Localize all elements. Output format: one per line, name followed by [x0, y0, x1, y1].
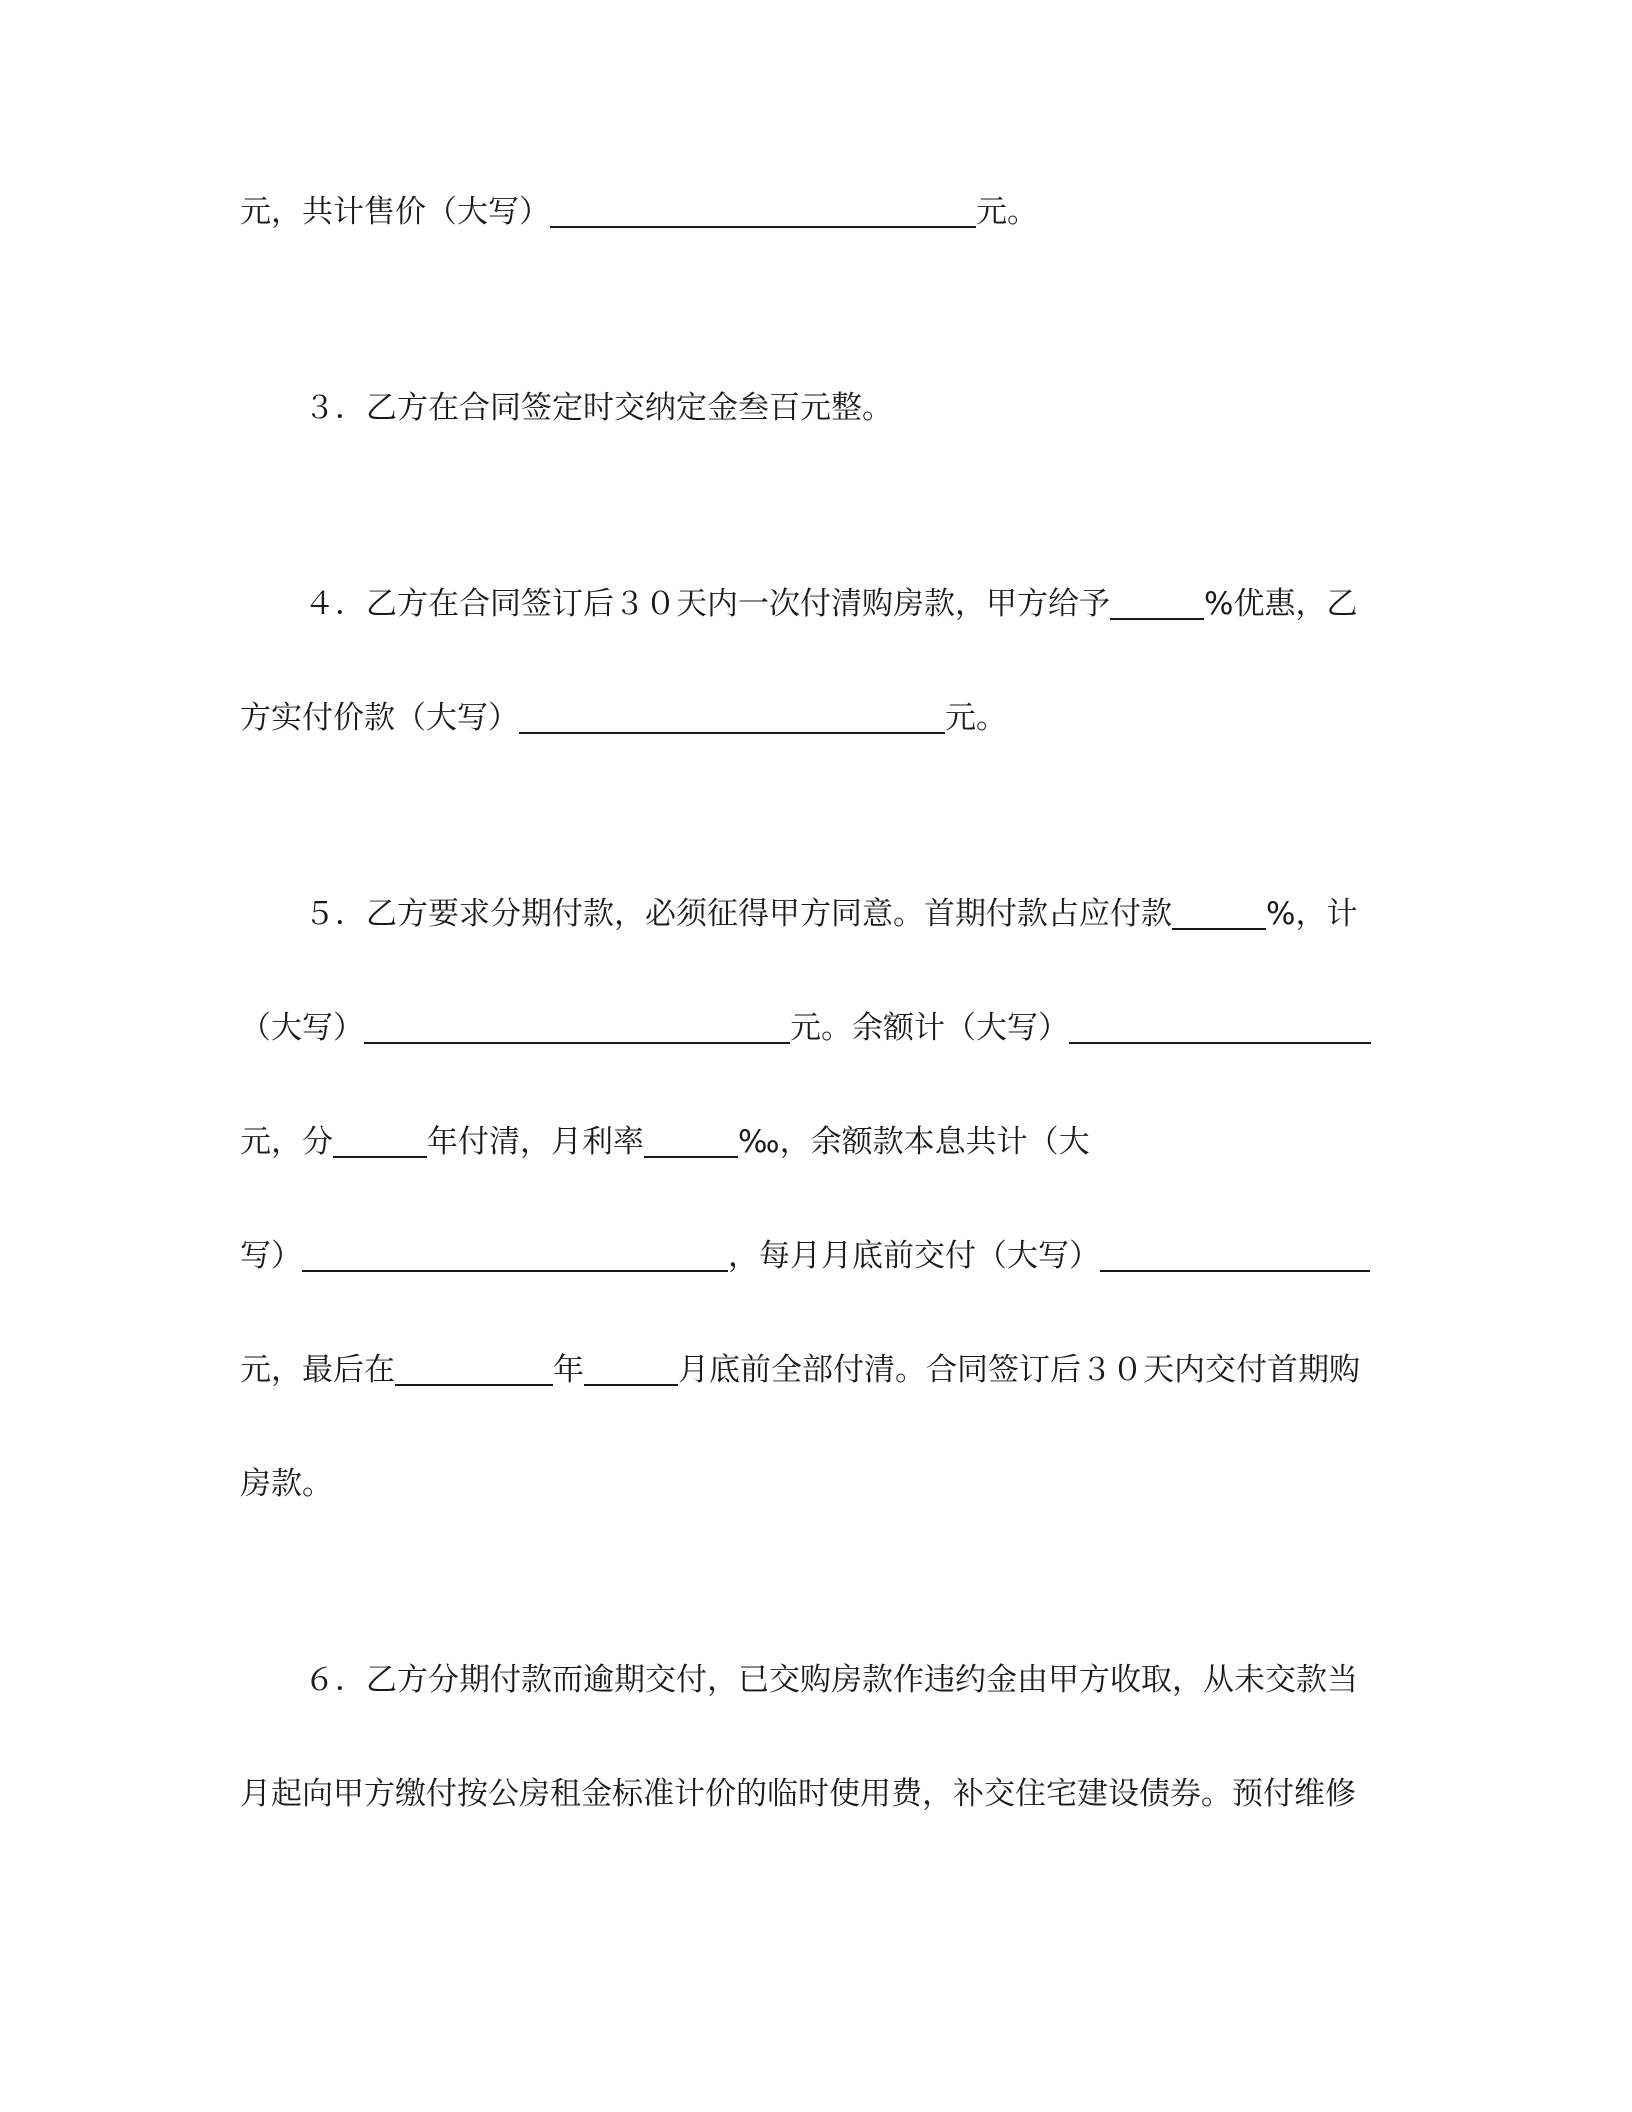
actual-payment-blank[interactable] — [519, 696, 945, 734]
balance-amount-blank[interactable] — [1069, 1006, 1371, 1044]
total-principal-interest-blank[interactable] — [302, 1234, 728, 1272]
years-blank[interactable] — [333, 1120, 427, 1158]
clause-4-line-1: ４．乙方在合同签订后３０天内一次付清购房款，甲方给予 %优惠，乙 — [240, 574, 1357, 634]
clause-6-line-1: ６．乙方分期付款而逾期交付，已交购房款作违约金由甲方收取，从未交款当 — [304, 1662, 1358, 1698]
clause-5-line-6: 房款。 — [240, 1466, 333, 1502]
down-payment-percent-blank[interactable] — [1172, 892, 1266, 930]
clause-5-line-5: 元，最后在 年 月底前全部付清。合同签订后３０天内交付首期购 — [240, 1340, 1360, 1400]
monthly-rate-blank[interactable] — [644, 1120, 738, 1158]
monthly-payment-blank[interactable] — [1100, 1234, 1370, 1272]
down-payment-amount-blank[interactable] — [364, 1006, 790, 1044]
final-month-blank[interactable] — [584, 1348, 678, 1386]
clause-5-line-1: ５．乙方要求分期付款，必须征得甲方同意。首期付款占应付款 %，计 — [240, 884, 1357, 944]
clause-4-line-2: 方实付价款（大写） 元。 — [240, 688, 1007, 748]
clause-2-continuation: 元，共计售价（大写） 元。 — [240, 182, 1038, 242]
clause-5-line-4: 写） ，每月月底前交付（大写） — [240, 1226, 1370, 1286]
clause-6-line-2: 月起向甲方缴付按公房租金标准计价的临时使用费，补交住宅建设债券。预付维修 — [240, 1776, 1356, 1812]
discount-percent-blank[interactable] — [1110, 582, 1204, 620]
total-price-blank[interactable] — [550, 190, 976, 228]
clause-5-line-3: 元，分 年付清，月利率 ‰，余额款本息共计（大 — [240, 1112, 1090, 1172]
clause-5-line-2: （大写） 元。余额计（大写） — [240, 998, 1371, 1058]
final-year-blank[interactable] — [395, 1348, 553, 1386]
clause-3: ３．乙方在合同签定时交纳定金叁百元整。 — [304, 390, 893, 426]
